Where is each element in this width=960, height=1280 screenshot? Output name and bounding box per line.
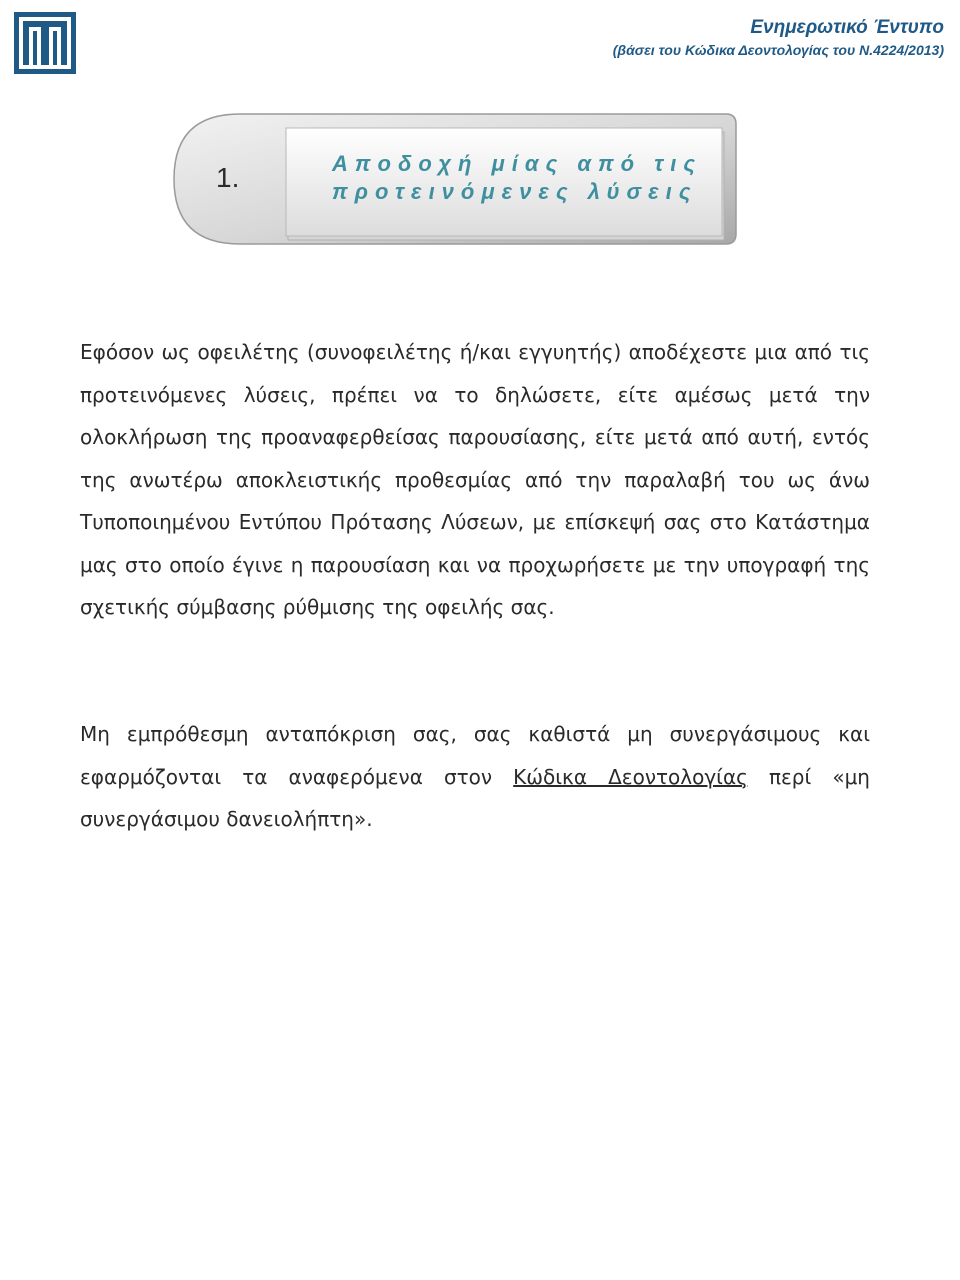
section-title — [332, 150, 732, 206]
section-title-line1: Αποδοχή μίας από τις — [332, 151, 703, 176]
section-title-line2: προτεινόμενες λύσεις — [332, 179, 698, 204]
meander-logo-icon — [14, 12, 76, 74]
paragraph2-text-end: περί «μη συνεργάσιμου δανειολήπτη». — [80, 764, 870, 831]
paragraph2-text-start: Μη εμπρόθεσμη ανταπόκριση σας, σας καθιστά μη συνεργάσιμους και εφαρμόζονται τα αναφερόμενα στον — [80, 722, 870, 789]
header-title: Ενημερωτικό Έντυπο — [750, 17, 944, 38]
document-header — [613, 16, 944, 60]
section-banner — [170, 106, 746, 252]
paragraph-acceptance: Εφόσον ως οφειλέτης (συνοφειλέτης ή/και εγγυητής) αποδέχεστε μια από τις προτεινόμενες λύσεις, πρέπει να το δηλώσετε, είτε αμέσως μετά την ολοκλήρωση της προαναφερθείσας παρουσίασης, είτε μετά από αυτή, εντός της ανωτέρω αποκλειστικής προθεσμίας από την παραλαβή του ως άνω Τυποποιημένου Εντύπου Πρότασης Λύσεων, με επίσκεψή σας στο Κατάστημα μας στο οποίο έγινε η παρουσίαση και να προχωρήσετε με την υπογραφή της σχετικής σύμβασης ρύθμισης της οφειλής σας. — [80, 340, 870, 619]
header-subtitle: (βάσει του Κώδικα Δεοντολογίας του Ν.4224/2013) — [612, 42, 944, 58]
code-of-conduct-reference: Κώδικα Δεοντολογίας — [513, 764, 748, 789]
paragraph-noncooperation — [80, 713, 870, 841]
section-number: 1. — [216, 162, 240, 193]
